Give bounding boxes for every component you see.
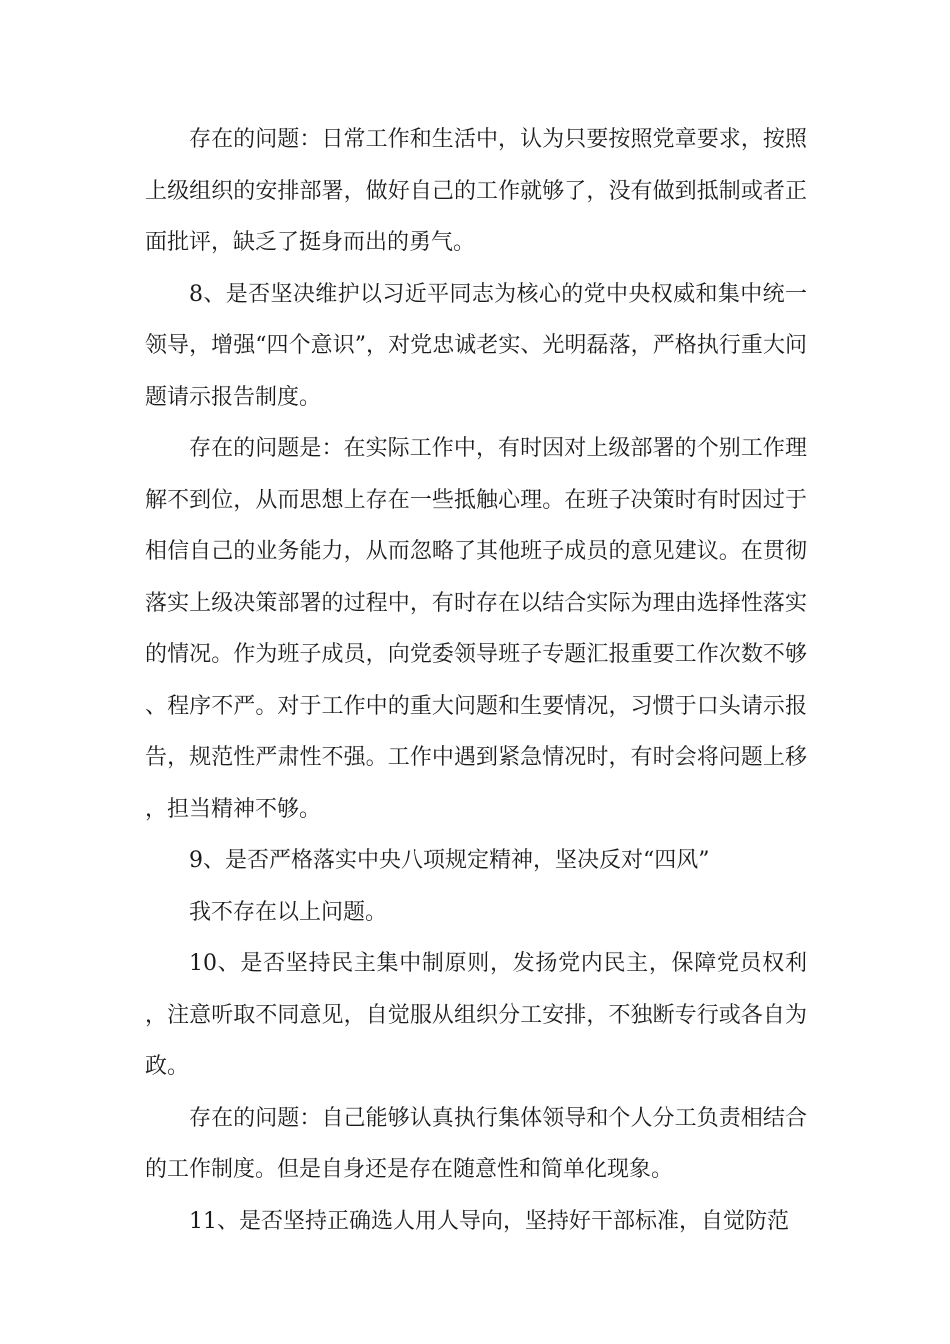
paragraph-problem-7: 存在的问题：日常工作和生活中，认为只要按照党章要求，按照上级组织的安排部署，做好自己的工作就够了，没有做到抵制或者正面批评，缺乏了挺身而出的勇气。	[145, 127, 807, 255]
paragraph-problem-8: 存在的问题是：在实际工作中，有时因对上级部署的个别工作理解不到位，从而思想上存在一些抵触心理。在班子决策时有时因过于相信自己的业务能力，从而忽略了其他班子成员的意见建议。在贯彻落实上级决策部署的过程中，有时存在以结合实际为理由选择性落实的情况。作为班子成员，向党委领导班子专题汇报重要工作次数不够、程序不严。对于工作中的重大问题和生要情况，习惯于口头请示报告，规范性严肃性不强。工作中遇到紧急情况时，有时会将问题上移，担当精神不够。	[145, 436, 807, 822]
paragraph-answer-9: 我不存在以上问题。	[189, 899, 388, 925]
paragraph-item-11: 11、是否坚持正确选人用人导向，坚持好干部标准，自觉防范	[189, 1208, 789, 1234]
paragraph-item-8: 8、是否坚决维护以习近平同志为核心的党中央权威和集中统一领导，增强“四个意识”，对党忠诚老实、光明磊落，严格执行重大问题请示报告制度。	[145, 281, 807, 410]
paragraph-problem-10: 存在的问题：自己能够认真执行集体领导和个人分工负责相结合的工作制度。但是自身还是存在随意性和简单化现象。	[145, 1105, 807, 1182]
document-body	[145, 114, 807, 1247]
paragraph-item-9: 9、是否严格落实中央八项规定精神，坚决反对“四风”	[189, 848, 710, 873]
paragraph-item-10: 10、是否坚持民主集中制原则，发扬党内民主，保障党员权利，注意听取不同意见，自觉服从组织分工安排，不独断专行或各自为政。	[145, 951, 807, 1079]
